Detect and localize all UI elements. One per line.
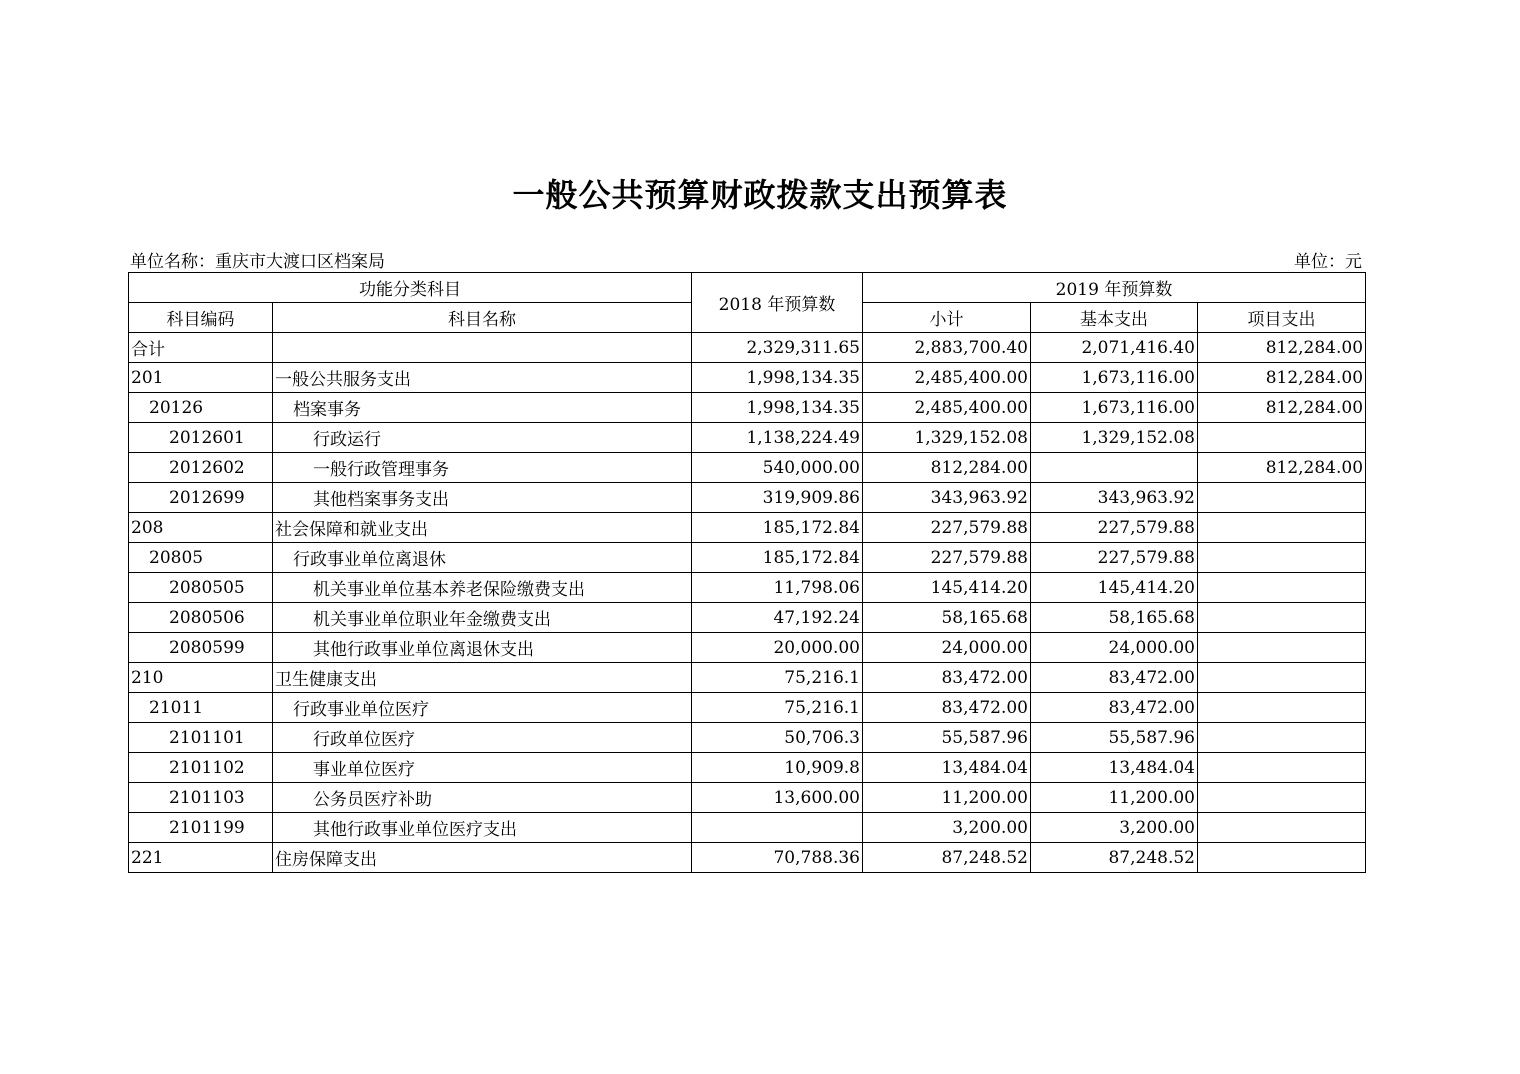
cell-basic-expenditure: 55,587.96 xyxy=(1031,723,1198,753)
cell-project-expenditure xyxy=(1198,813,1366,843)
table-row xyxy=(129,753,1366,783)
cell-project-expenditure xyxy=(1198,783,1366,813)
cell-subject-name: 事业单位医疗 xyxy=(273,753,692,783)
unit-name-label: 单位名称：重庆市大渡口区档案局 xyxy=(130,252,385,272)
header-subject-name: 科目名称 xyxy=(273,303,692,333)
currency-unit-label: 单位：元 xyxy=(1294,252,1362,272)
cell-subtotal: 83,472.00 xyxy=(863,693,1031,723)
table-row xyxy=(129,543,1366,573)
cell-subject-code: 2012601 xyxy=(129,423,273,453)
table-row xyxy=(129,813,1366,843)
cell-budget-2018: 319,909.86 xyxy=(692,483,863,513)
cell-subtotal: 3,200.00 xyxy=(863,813,1031,843)
cell-budget-2018: 11,798.06 xyxy=(692,573,863,603)
cell-project-expenditure xyxy=(1198,603,1366,633)
cell-subtotal: 343,963.92 xyxy=(863,483,1031,513)
cell-subtotal: 87,248.52 xyxy=(863,843,1031,873)
cell-subject-name: 档案事务 xyxy=(273,393,692,423)
cell-basic-expenditure: 343,963.92 xyxy=(1031,483,1198,513)
cell-basic-expenditure: 24,000.00 xyxy=(1031,633,1198,663)
header-budget-2018: 2018 年预算数 xyxy=(692,273,863,333)
cell-basic-expenditure: 145,414.20 xyxy=(1031,573,1198,603)
cell-basic-expenditure xyxy=(1031,453,1198,483)
cell-project-expenditure xyxy=(1198,573,1366,603)
cell-subtotal: 13,484.04 xyxy=(863,753,1031,783)
cell-subject-name: 机关事业单位职业年金缴费支出 xyxy=(273,603,692,633)
cell-subject-name: 其他行政事业单位医疗支出 xyxy=(273,813,692,843)
cell-subject-name xyxy=(273,333,692,363)
cell-budget-2018: 20,000.00 xyxy=(692,633,863,663)
cell-subject-name: 行政单位医疗 xyxy=(273,723,692,753)
cell-basic-expenditure: 1,673,116.00 xyxy=(1031,363,1198,393)
cell-project-expenditure xyxy=(1198,423,1366,453)
cell-subject-code: 2101102 xyxy=(129,753,273,783)
cell-subject-name: 社会保障和就业支出 xyxy=(273,513,692,543)
cell-subject-name: 行政事业单位医疗 xyxy=(273,693,692,723)
cell-subtotal: 24,000.00 xyxy=(863,633,1031,663)
cell-basic-expenditure: 1,329,152.08 xyxy=(1031,423,1198,453)
cell-subject-code: 208 xyxy=(129,513,273,543)
cell-subject-code: 210 xyxy=(129,663,273,693)
cell-budget-2018: 185,172.84 xyxy=(692,543,863,573)
cell-basic-expenditure: 58,165.68 xyxy=(1031,603,1198,633)
cell-budget-2018: 50,706.3 xyxy=(692,723,863,753)
cell-subject-code: 2012699 xyxy=(129,483,273,513)
header-row-1 xyxy=(129,273,1366,303)
cell-budget-2018: 75,216.1 xyxy=(692,693,863,723)
cell-project-expenditure xyxy=(1198,753,1366,783)
cell-project-expenditure xyxy=(1198,633,1366,663)
cell-budget-2018: 2,329,311.65 xyxy=(692,333,863,363)
cell-subtotal: 55,587.96 xyxy=(863,723,1031,753)
header-functional-category: 功能分类科目 xyxy=(129,273,692,303)
cell-basic-expenditure: 227,579.88 xyxy=(1031,543,1198,573)
document-title: 一般公共预算财政拨款支出预算表 xyxy=(512,176,1008,214)
cell-project-expenditure: 812,284.00 xyxy=(1198,393,1366,423)
cell-budget-2018: 540,000.00 xyxy=(692,453,863,483)
cell-budget-2018: 13,600.00 xyxy=(692,783,863,813)
cell-budget-2018 xyxy=(692,813,863,843)
cell-subject-code: 合计 xyxy=(129,333,273,363)
table-row xyxy=(129,633,1366,663)
cell-project-expenditure: 812,284.00 xyxy=(1198,333,1366,363)
table-row xyxy=(129,783,1366,813)
cell-project-expenditure xyxy=(1198,543,1366,573)
table-row xyxy=(129,453,1366,483)
table-row xyxy=(129,843,1366,873)
cell-subtotal: 227,579.88 xyxy=(863,513,1031,543)
cell-subject-name: 机关事业单位基本养老保险缴费支出 xyxy=(273,573,692,603)
cell-project-expenditure xyxy=(1198,483,1366,513)
cell-subject-code: 2012602 xyxy=(129,453,273,483)
table-header xyxy=(129,273,1366,333)
header-budget-2019: 2019 年预算数 xyxy=(863,273,1366,303)
cell-budget-2018: 47,192.24 xyxy=(692,603,863,633)
table-row xyxy=(129,603,1366,633)
cell-subtotal: 2,883,700.40 xyxy=(863,333,1031,363)
cell-basic-expenditure: 83,472.00 xyxy=(1031,663,1198,693)
cell-budget-2018: 10,909.8 xyxy=(692,753,863,783)
header-basic-expenditure: 基本支出 xyxy=(1031,303,1198,333)
table-row xyxy=(129,513,1366,543)
cell-subject-name: 卫生健康支出 xyxy=(273,663,692,693)
cell-subject-name: 行政事业单位离退休 xyxy=(273,543,692,573)
header-project-expenditure: 项目支出 xyxy=(1198,303,1366,333)
cell-budget-2018: 75,216.1 xyxy=(692,663,863,693)
table-row xyxy=(129,423,1366,453)
cell-subject-name: 住房保障支出 xyxy=(273,843,692,873)
cell-project-expenditure: 812,284.00 xyxy=(1198,363,1366,393)
cell-subject-code: 221 xyxy=(129,843,273,873)
cell-subject-code: 2101199 xyxy=(129,813,273,843)
cell-project-expenditure: 812,284.00 xyxy=(1198,453,1366,483)
table-body xyxy=(129,333,1366,873)
budget-table xyxy=(128,272,1366,873)
cell-subject-name: 行政运行 xyxy=(273,423,692,453)
cell-project-expenditure xyxy=(1198,723,1366,753)
cell-subject-code: 2080505 xyxy=(129,573,273,603)
cell-subtotal: 11,200.00 xyxy=(863,783,1031,813)
cell-subject-name: 其他档案事务支出 xyxy=(273,483,692,513)
cell-budget-2018: 1,998,134.35 xyxy=(692,363,863,393)
cell-budget-2018: 185,172.84 xyxy=(692,513,863,543)
cell-project-expenditure xyxy=(1198,663,1366,693)
cell-subject-code: 2080599 xyxy=(129,633,273,663)
cell-budget-2018: 70,788.36 xyxy=(692,843,863,873)
document-meta xyxy=(130,247,1364,271)
cell-basic-expenditure: 1,673,116.00 xyxy=(1031,393,1198,423)
cell-subtotal: 2,485,400.00 xyxy=(863,393,1031,423)
cell-subtotal: 145,414.20 xyxy=(863,573,1031,603)
table-row xyxy=(129,393,1366,423)
cell-subject-name: 其他行政事业单位离退休支出 xyxy=(273,633,692,663)
cell-project-expenditure xyxy=(1198,513,1366,543)
cell-subtotal: 83,472.00 xyxy=(863,663,1031,693)
cell-subject-code: 20805 xyxy=(129,543,273,573)
cell-basic-expenditure: 11,200.00 xyxy=(1031,783,1198,813)
cell-subject-code: 21011 xyxy=(129,693,273,723)
cell-subtotal: 58,165.68 xyxy=(863,603,1031,633)
cell-basic-expenditure: 227,579.88 xyxy=(1031,513,1198,543)
cell-project-expenditure xyxy=(1198,843,1366,873)
cell-subject-code: 2101101 xyxy=(129,723,273,753)
table-row xyxy=(129,693,1366,723)
cell-basic-expenditure: 13,484.04 xyxy=(1031,753,1198,783)
table-row xyxy=(129,663,1366,693)
cell-budget-2018: 1,138,224.49 xyxy=(692,423,863,453)
cell-subtotal: 812,284.00 xyxy=(863,453,1031,483)
cell-subtotal: 227,579.88 xyxy=(863,543,1031,573)
table-row xyxy=(129,723,1366,753)
cell-subject-name: 公务员医疗补助 xyxy=(273,783,692,813)
table-row xyxy=(129,363,1366,393)
table-row xyxy=(129,483,1366,513)
cell-subject-code: 2080506 xyxy=(129,603,273,633)
cell-subject-code: 201 xyxy=(129,363,273,393)
cell-subject-code: 20126 xyxy=(129,393,273,423)
cell-budget-2018: 1,998,134.35 xyxy=(692,393,863,423)
cell-project-expenditure xyxy=(1198,693,1366,723)
cell-basic-expenditure: 2,071,416.40 xyxy=(1031,333,1198,363)
header-subject-code: 科目编码 xyxy=(129,303,273,333)
cell-subject-name: 一般公共服务支出 xyxy=(273,363,692,393)
cell-basic-expenditure: 87,248.52 xyxy=(1031,843,1198,873)
table-row xyxy=(129,573,1366,603)
cell-basic-expenditure: 83,472.00 xyxy=(1031,693,1198,723)
cell-subtotal: 1,329,152.08 xyxy=(863,423,1031,453)
cell-subject-code: 2101103 xyxy=(129,783,273,813)
table-row xyxy=(129,333,1366,363)
cell-subtotal: 2,485,400.00 xyxy=(863,363,1031,393)
cell-subject-name: 一般行政管理事务 xyxy=(273,453,692,483)
header-subtotal: 小计 xyxy=(863,303,1031,333)
cell-basic-expenditure: 3,200.00 xyxy=(1031,813,1198,843)
